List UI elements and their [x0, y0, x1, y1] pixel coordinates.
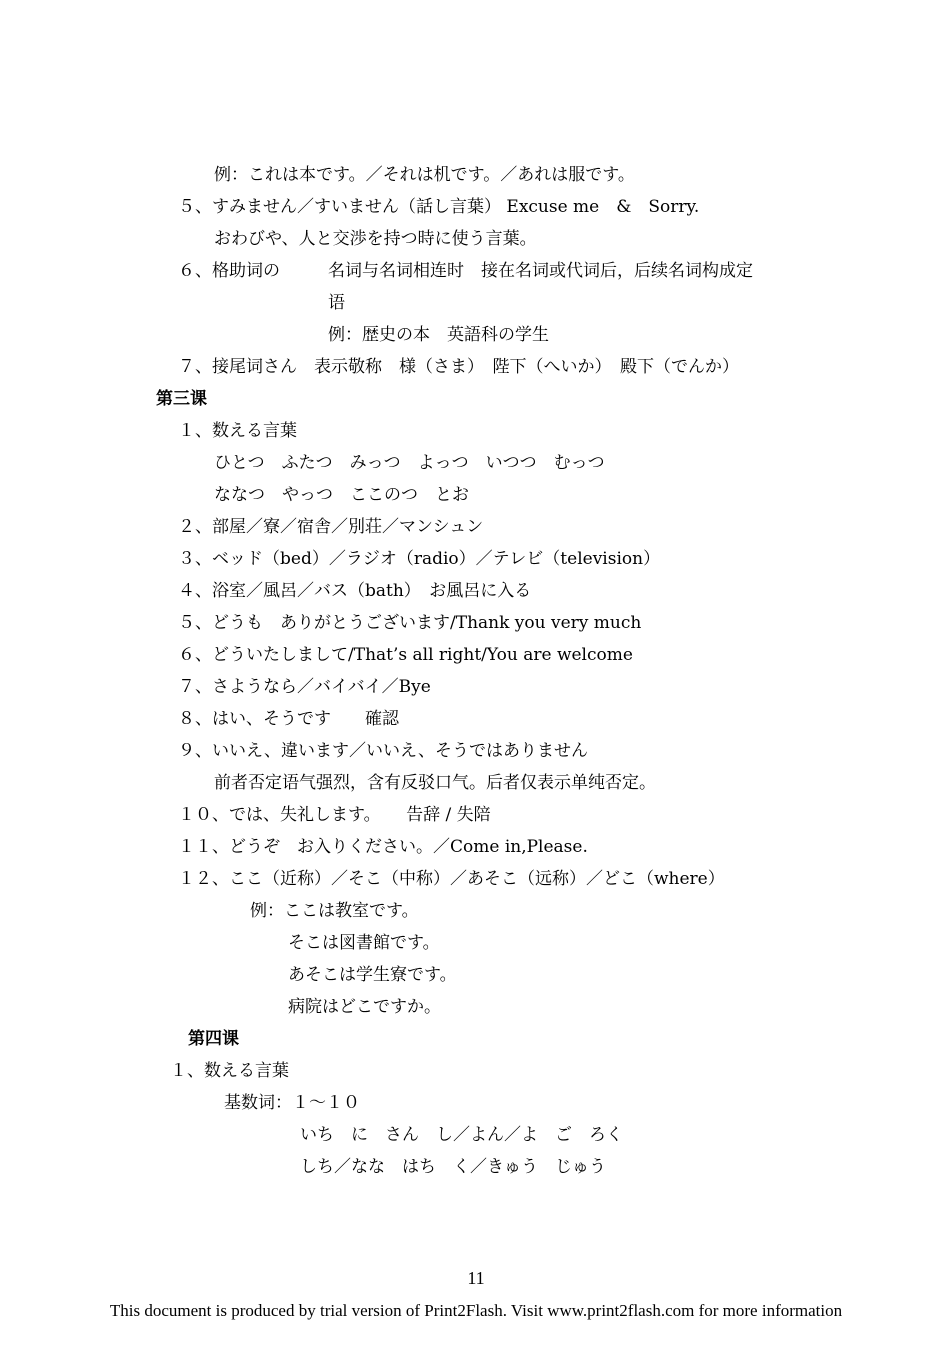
text-line: そこは図書館です。 [288, 933, 440, 953]
text-line: ９、いいえ、違います／いいえ、そうではありません [178, 741, 589, 761]
text-line: １２、ここ（近称）／そこ（中称）／あそこ（远称）／どこ（where） [178, 869, 725, 889]
lesson-heading: 第三课 [156, 389, 207, 409]
text-line: ７、さようなら／バイバイ／Bye [178, 677, 431, 697]
text-line: ６、どういたしまして/That’s all right/You are welcome [178, 645, 633, 665]
text-line: 例：これは本です。／それは机です。／あれは服です。 [214, 165, 635, 185]
text-line: ひとつ ふたつ みっつ よっつ いつつ むっつ [214, 453, 605, 473]
trial-footer: This document is produced by trial version of Print2Flash. Visit www.print2flash.com for more information [109, 1301, 843, 1320]
text-line: ３、ベッド（bed）／ラジオ（radio）／テレビ（television） [178, 549, 661, 569]
text-line: ６、格助词の [178, 261, 280, 281]
page-number: 11 [467, 1268, 485, 1288]
text-line: いち に さん し／よん／よ ご ろく [300, 1125, 623, 1145]
text-line: ４、浴室／風呂／バス（bath） お風呂に入る [178, 581, 532, 601]
text-line: 前者否定语气强烈，含有反驳口气。后者仅表示单纯否定。 [214, 773, 656, 793]
text-line: １、数える言葉 [170, 1061, 289, 1081]
text-line: ５、すみません／すいません（話し言葉） Excuse me & Sorry. [178, 197, 700, 217]
text-line: 语 [328, 293, 345, 313]
text-line: 病院はどこですか。 [288, 997, 441, 1017]
text-line: １０、では、失礼します。 告辞 / 失陪 [178, 805, 491, 825]
text-line: 名词与名词相连时 接在名词或代词后，后续名词构成定 [328, 261, 753, 281]
text-line: １１、どうぞ お入りください。／Come in,Please. [178, 837, 588, 857]
text-line: ５、どうも ありがとうございます/Thank you very much [178, 613, 642, 633]
text-line: ７、接尾词さん 表示敬称 様（さま） 陛下（へいか） 殿下（でんか） [178, 357, 739, 377]
text-line: １、数える言葉 [178, 421, 297, 441]
lesson-heading: 第四课 [188, 1029, 239, 1049]
text-line: 基数词：１～１０ [224, 1093, 360, 1113]
text-line: あそこは学生寮です。 [288, 965, 457, 985]
text-line: ２、部屋／寮／宿舎／別荘／マンシュン [178, 517, 484, 537]
text-line: ８、はい、そうです 確認 [178, 709, 399, 729]
text-line: 例：ここは教室です。 [250, 901, 419, 921]
text-line: しち／なな はち く／きゅう じゅう [300, 1157, 606, 1177]
text-line: ななつ やっつ ここのつ とお [214, 485, 469, 505]
text-line: 例：歴史の本 英語科の学生 [328, 325, 549, 345]
text-line: おわびや、人と交渉を持つ時に使う言葉。 [214, 229, 537, 249]
